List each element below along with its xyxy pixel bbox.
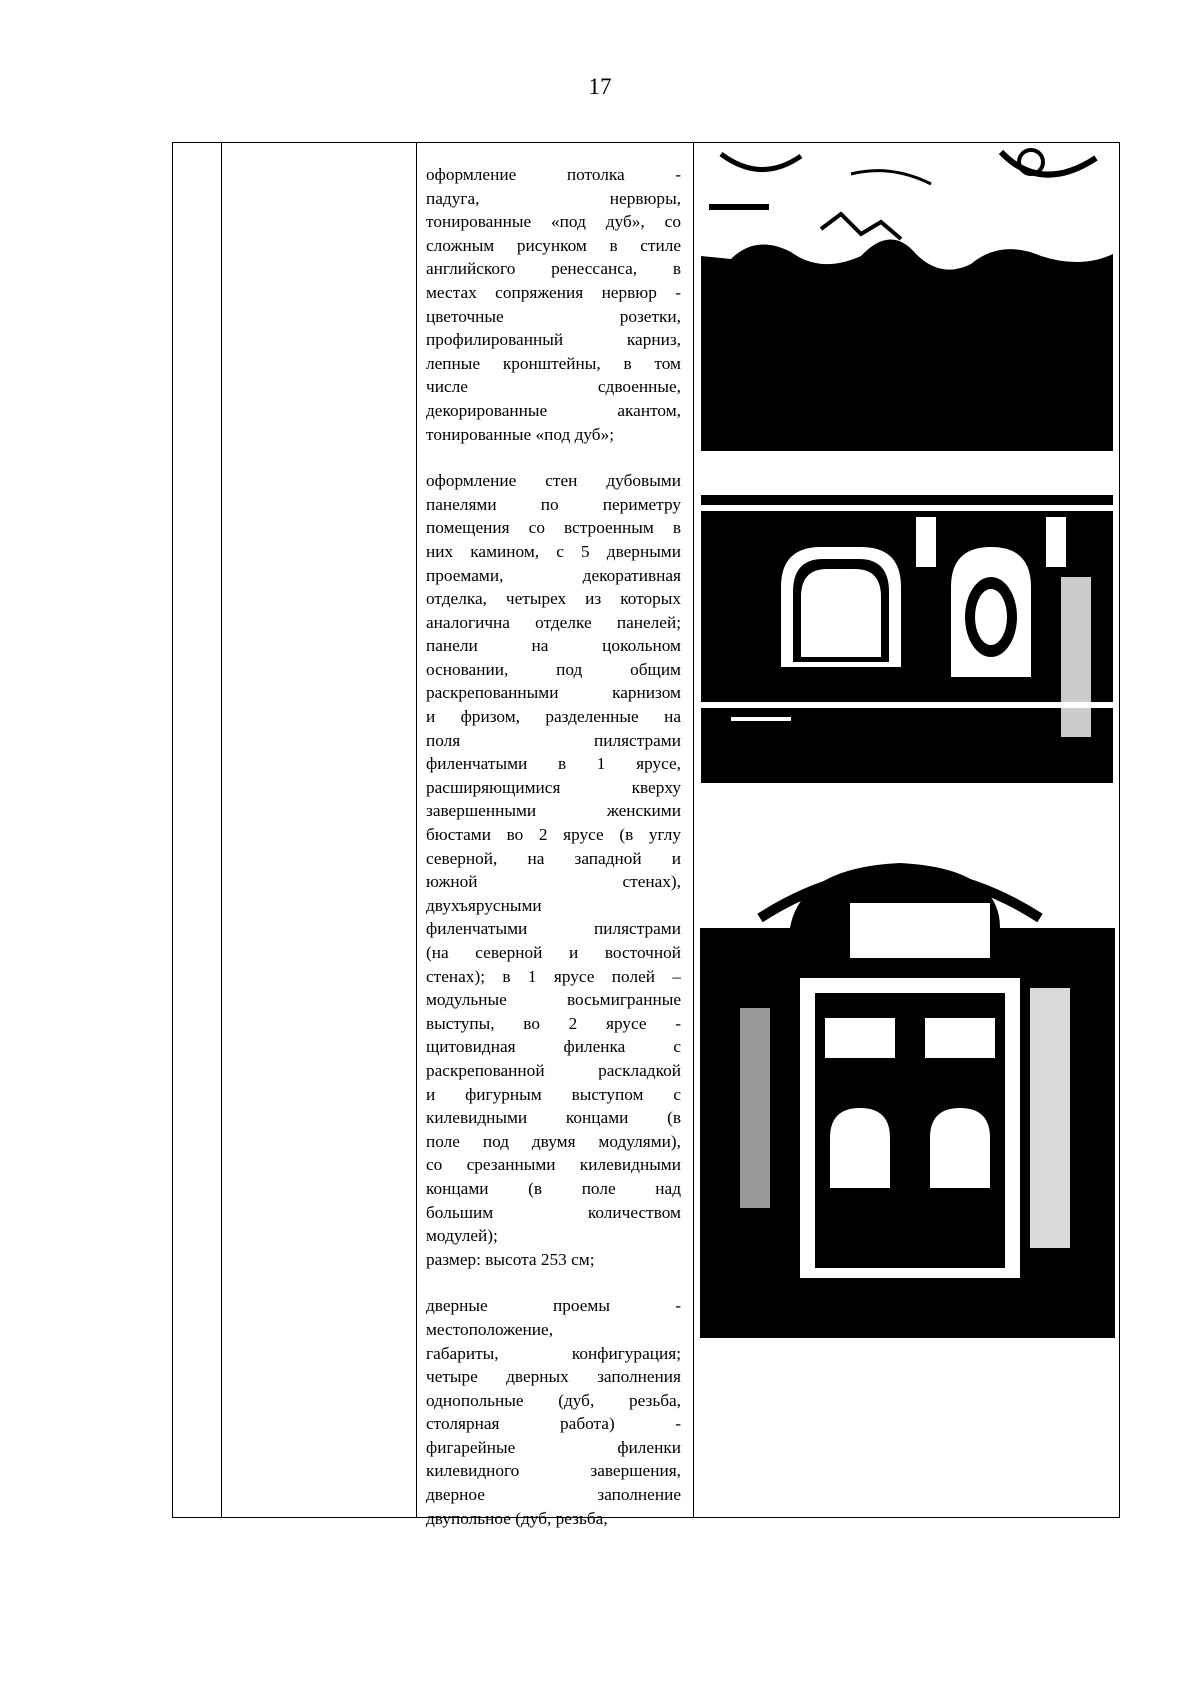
para2-line: модулей); [426,1226,498,1246]
para1-line: декорированные акантом, [426,400,681,420]
para2-line: поле под двумя модулями), [426,1131,681,1151]
para3-line: габариты, конфигурация; [426,1343,681,1363]
para2-line: размер: высота 253 см; [426,1249,595,1269]
para1-line: профилированный карниз, [426,330,681,350]
para2-line: северной, на западной и [426,848,681,868]
para2-line: раскрепованными карнизом [426,683,681,703]
para1-line: падуга, нервюры, [426,188,681,208]
para2-line: килевидными концами (в [426,1108,681,1128]
para2-line: расширяющимися кверху [426,777,681,797]
column-divider-2 [416,143,417,1517]
page-number: 17 [588,74,612,99]
para2-line: поля пилястрами [426,730,681,750]
para2-line: щитовидная филенка с [426,1037,681,1057]
para1-line: числе сдвоенные, [426,377,681,397]
para3-line: четыре дверных заполнения [426,1367,681,1387]
para2-line: концами (в поле над [426,1178,681,1198]
para2-line: бюстами во 2 ярусе (в углу [426,825,681,845]
para3-line: однопольные (дуб, резьба, [426,1390,681,1410]
walls-paragraph [426,469,681,1271]
para1-line: английского ренессанса, в [426,259,681,279]
column-divider-1 [221,143,222,1517]
para2-line: филенчатыми пилястрами [426,919,681,939]
para2-line: двухъярусными [426,895,542,915]
para2-line: оформление стен дубовыми [426,471,681,491]
para3-line: дверные проемы - [426,1296,681,1316]
ceiling-photo [701,144,1113,451]
para2-line: (на северной и восточной [426,943,681,962]
para2-line: основании, под общим [426,659,681,679]
para2-line: аналогична отделке панелей; [426,612,681,632]
para3-line: столярная работа) - [426,1414,681,1434]
para2-line: стенах); в 1 ярусе полей – [426,966,681,986]
para2-line: отделка, четырех из которых [426,589,681,609]
para2-line: со срезанными килевидными [426,1155,681,1175]
para1-line: тонированные «под дуб», со [426,212,681,232]
para2-line: южной стенах), [426,872,681,892]
para2-line: раскрепованной раскладкой [426,1060,681,1080]
column-divider-3 [693,143,694,1517]
para3-line: двупольное (дуб, резьба, [426,1508,608,1528]
para1-line: оформление потолка - [426,165,681,184]
para2-line: и фризом, разделенные на [426,707,681,727]
para3-line: местоположение, [426,1319,554,1339]
para2-line: проемами, декоративная [426,565,681,585]
para1-line: лепные кронштейны, в том [426,353,681,373]
para3-line: фигарейные филенки [426,1437,681,1457]
para2-line: филенчатыми в 1 ярусе, [426,754,681,774]
para2-line: них камином, с 5 дверными [426,541,681,561]
para2-line: панели на цокольном [426,636,681,656]
para1-line: тонированные «под дуб»; [426,424,615,444]
para3-line: дверное заполнение [426,1485,681,1505]
para2-line: помещения со встроенным в [426,518,681,538]
ceiling-paragraph [426,163,681,446]
doorways-paragraph [426,1294,681,1530]
para3-line: килевидного завершения, [426,1461,681,1481]
para1-line: сложным рисунком в стиле [426,235,681,255]
para2-line: большим количеством [426,1202,681,1222]
para2-line: модульные восьмигранные [426,990,681,1010]
doorway-photo [700,808,1115,1338]
para2-line: панелями по периметру [426,494,681,514]
para2-line: и фигурным выступом с [426,1084,681,1104]
para1-line: местах сопряжения нервюр - [426,282,681,302]
para2-line: выступы, во 2 ярусе - [426,1013,681,1033]
para1-line: цветочные розетки, [426,306,681,326]
wall-panels-photo [701,477,1113,783]
para2-line: завершенными женскими [426,801,681,821]
description-column [426,163,681,1530]
